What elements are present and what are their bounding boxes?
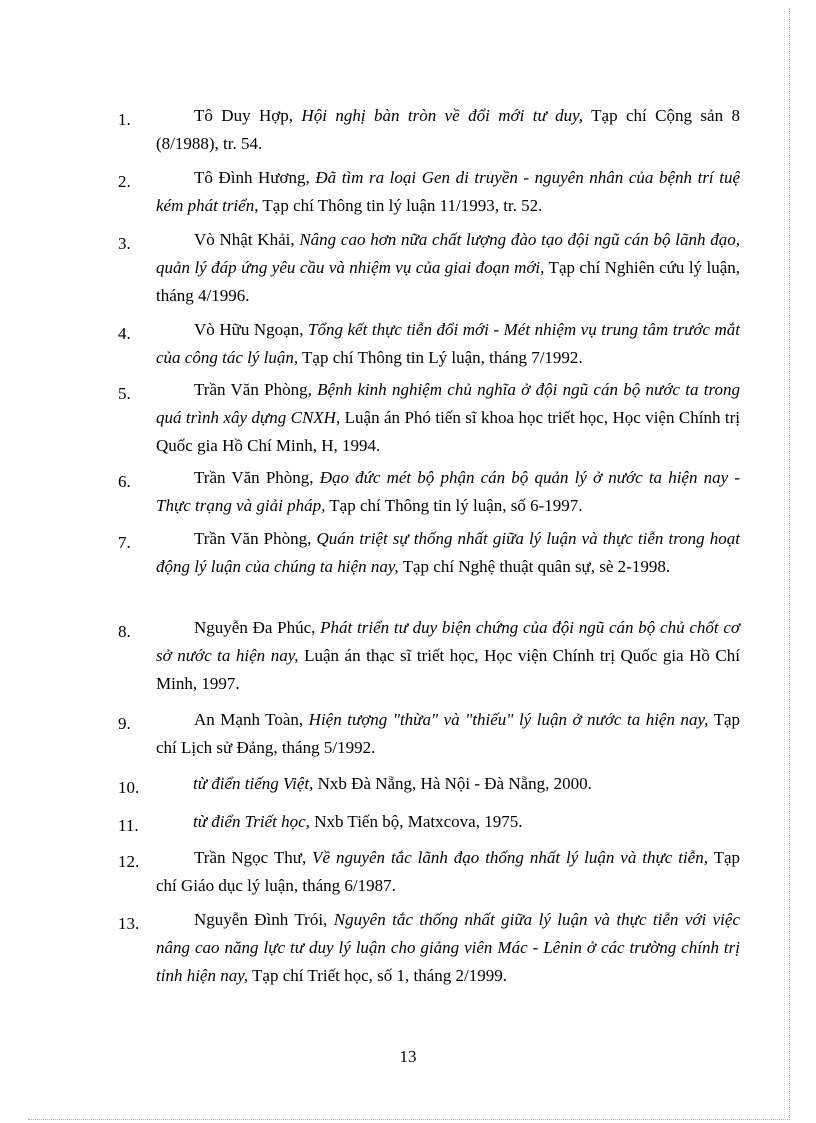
reference-number: 2. bbox=[118, 172, 131, 191]
reference-source: Tạp chí Thông tin Lý luận, tháng 7/1992. bbox=[298, 348, 583, 367]
reference-title: Quán triệt sự thống nhất giữa lý luận và thực tiễn trong hoạt động lý luận của chúng ta hiện nay, bbox=[156, 529, 740, 576]
reference-author: Tô Duy Hợp, bbox=[194, 106, 302, 125]
reference-author: Trần Văn Phòng, bbox=[194, 380, 318, 399]
reference-number: 1. bbox=[118, 110, 131, 129]
reference-author: Trần Văn Phòng, bbox=[194, 529, 317, 548]
reference-source: Tạp chí Thông tin lý luận 11/1993, tr. 52. bbox=[258, 196, 543, 215]
reference-title: Bệnh kinh nghiệm chủ nghĩa ở đội ngũ cán bộ nước ta trong quá trình xây dựng CNXH, bbox=[156, 380, 740, 427]
reference-text bbox=[156, 706, 740, 762]
reference-source: Nxb Đà Nẵng, Hà Nội - Đà Nẵng, 2000. bbox=[313, 774, 592, 793]
reference-title: Phát triển tư duy biện chứng của đội ngũ cán bộ chủ chốt cơ sở nước ta hiện nay, bbox=[156, 618, 740, 665]
reference-title: Nâng cao hơn nữa chất lượng đào tạo đội ngũ cán bộ lãnh đạo, quản lý đáp ứng yêu cầu và nhiệm vụ của giai đoạn mới, bbox=[156, 230, 740, 277]
reference-source: Luận án thạc sĩ triết học, Học viện Chính trị Quốc gia Hồ Chí Minh, 1997. bbox=[156, 646, 740, 693]
reference-number: 7. bbox=[118, 533, 131, 552]
reference-number: 5. bbox=[118, 384, 131, 403]
reference-text bbox=[156, 164, 740, 220]
reference-title: Hiện tượng "thừa" và "thiếu" lý luận ở nước ta hiện nay, bbox=[308, 710, 709, 729]
reference-title: từ điển tiếng Việt, bbox=[193, 774, 314, 793]
reference-title: Tổng kết thực tiễn đổi mới - Mét nhiệm vụ trung tâm trước mắt của công tác lý luận, bbox=[156, 320, 740, 367]
reference-source: Tạp chí Triết học, số 1, tháng 2/1999. bbox=[248, 966, 508, 985]
reference-text bbox=[156, 525, 740, 581]
reference-text bbox=[156, 808, 740, 836]
reference-text bbox=[156, 464, 740, 520]
reference-source: Tạp chí Giáo dục lý luận, tháng 6/1987. bbox=[156, 848, 741, 895]
reference-text bbox=[156, 844, 740, 900]
reference-number: 11. bbox=[118, 816, 139, 835]
reference-author: An Mạnh Toàn, bbox=[194, 710, 309, 729]
reference-number: 12. bbox=[118, 852, 140, 871]
reference-number: 3. bbox=[118, 234, 131, 253]
reference-title: Nguyên tắc thống nhất giữa lý luận và thực tiễn với việc nâng cao năng lực tư duy lý luận cho giảng viên Mác - Lênin ở các trường chính trị tỉnh hiện nay, bbox=[156, 910, 741, 985]
reference-author: Trần Ngọc Thư, bbox=[194, 848, 313, 867]
reference-number: 8. bbox=[118, 622, 131, 641]
reference-title: Hội nghị bàn tròn về đổi mới tư duy, bbox=[301, 106, 584, 125]
reference-title: từ điển Triết học, bbox=[193, 812, 310, 831]
reference-source: Tạp chí Thông tin lý luận, số 6-1997. bbox=[325, 496, 583, 515]
reference-number: 4. bbox=[118, 324, 131, 343]
reference-text bbox=[156, 226, 740, 310]
reference-author: Vò Nhật Khải, bbox=[194, 230, 300, 249]
reference-source: Luận án Phó tiến sĩ khoa học triết học, Học viện Chính trị Quốc gia Hồ Chí Minh, H, 1994. bbox=[156, 408, 740, 455]
reference-number: 13. bbox=[118, 914, 140, 933]
reference-source: Nxb Tiến bộ, Matxcova, 1975. bbox=[309, 812, 523, 831]
reference-title: Về nguyên tắc lãnh đạo thống nhất lý luận và thực tiễn, bbox=[312, 848, 708, 867]
reference-text bbox=[156, 376, 740, 460]
reference-text bbox=[156, 770, 740, 798]
reference-author: Trần Văn Phòng, bbox=[194, 468, 320, 487]
reference-number: 9. bbox=[118, 714, 131, 733]
reference-author: Nguyễn Đình Trói, bbox=[194, 910, 334, 929]
reference-text bbox=[156, 906, 740, 990]
reference-source: Tạp chí Nghệ thuật quân sự, sè 2-1998. bbox=[398, 557, 671, 576]
page-number: 13 bbox=[399, 1047, 417, 1066]
reference-text bbox=[156, 316, 740, 372]
reference-text bbox=[156, 102, 740, 158]
reference-author: Tô Đình Hương, bbox=[194, 168, 316, 187]
reference-source: Tạp chí Lịch sử Đảng, tháng 5/1992. bbox=[156, 710, 740, 757]
reference-title: Đã tìm ra loại Gen di truyền - nguyên nhân của bệnh trí tuệ kém phát triển, bbox=[156, 168, 740, 215]
reference-text bbox=[156, 614, 740, 698]
reference-author: Nguyễn Đa Phúc, bbox=[194, 618, 321, 637]
reference-author: Vò Hữu Ngoạn, bbox=[194, 320, 308, 339]
reference-source: Tạp chí Cộng sản 8 (8/1988), tr. 54. bbox=[156, 106, 740, 153]
reference-source: Tạp chí Nghiên cứu lý luận, tháng 4/1996. bbox=[156, 258, 741, 305]
reference-title: Đạo đức mét bộ phận cán bộ quản lý ở nước ta hiện nay - Thực trạng và giải pháp, bbox=[156, 468, 740, 515]
reference-number: 10. bbox=[118, 778, 140, 797]
reference-number: 6. bbox=[118, 472, 131, 491]
